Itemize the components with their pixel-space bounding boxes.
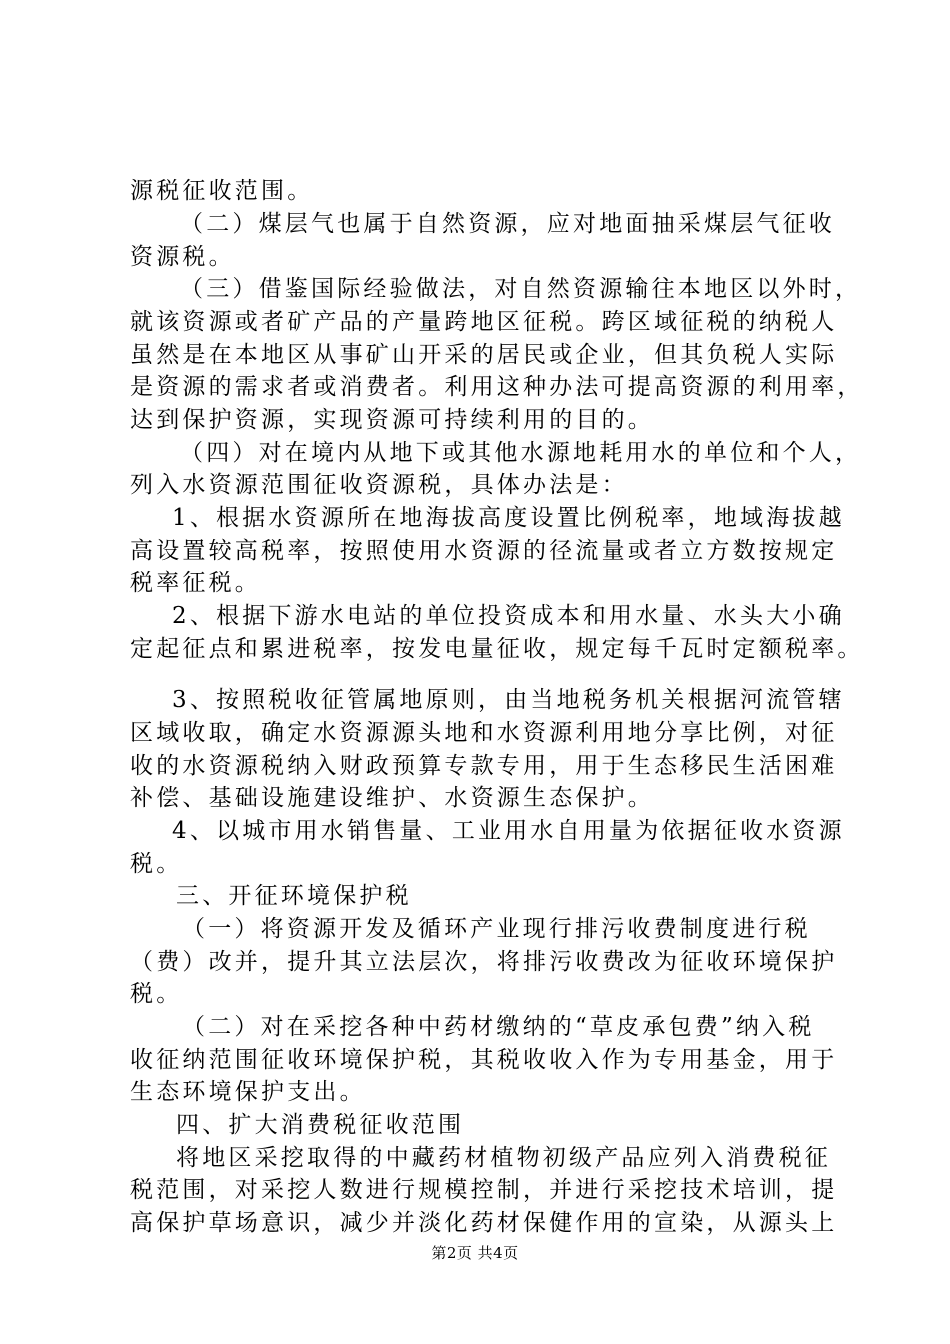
text-line: （费）改并，提升其立法层次，将排污收费改为征收环境保护 — [130, 949, 838, 975]
text-line: 税。 — [130, 851, 183, 877]
text-line: 就该资源或者矿产品的产量跨地区征税。跨区域征税的纳税人 — [130, 309, 838, 335]
text-line: 源税征收范围。 — [130, 178, 314, 204]
text-line: 收的水资源税纳入财政预算专款专用，用于生态移民生活困难 — [130, 753, 838, 779]
text-line: 收征纳范围征收环境保护税，其税收收入作为专用基金，用于 — [130, 1047, 838, 1073]
text-line: 高保护草场意识，减少并淡化药材保健作用的宣染，从源头上 — [130, 1210, 838, 1236]
text-line: （二）对在采挖各种中药材缴纳的“草皮承包费”纳入税 — [182, 1014, 815, 1040]
text-line: （四）对在境内从地下或其他水源地耗用水的单位和个人， — [180, 440, 862, 466]
text-line: 达到保护资源，实现资源可持续利用的目的。 — [130, 407, 654, 433]
text-line: 列入水资源范围征收资源税，具体办法是： — [130, 472, 628, 498]
text-line: 区域收取，确定水资源源头地和水资源利用地分享比例，对征 — [130, 720, 838, 746]
text-line: 虽然是在本地区从事矿山开采的居民或企业，但其负税人实际 — [130, 342, 838, 368]
text-line: 税范围，对采挖人数进行规模控制，并进行采挖技术培训，提 — [130, 1177, 838, 1203]
section-heading: 四、扩大消费税征收范围 — [176, 1112, 465, 1138]
text-line: 补偿、基础设施建设维护、水资源生态保护。 — [130, 785, 654, 811]
section-heading: 三、开征环境保护税 — [176, 883, 412, 909]
text-line: 1、根据水资源所在地海拔高度设置比例税率，地域海拔越 — [172, 505, 845, 531]
text-line: 是资源的需求者或消费者。利用这种办法可提高资源的利用率， — [130, 374, 864, 400]
text-line: 4、以城市用水销售量、工业用水自用量为依据征收水资源 — [172, 818, 845, 844]
text-line: （三）借鉴国际经验做法，对自然资源输往本地区以外时， — [180, 276, 862, 302]
text-line: 高设置较高税率，按照使用水资源的径流量或者立方数按规定 — [130, 538, 838, 564]
text-line: 税。 — [130, 981, 183, 1007]
page-number-footer: 第2页 共4页 — [431, 1244, 519, 1262]
text-line: 将地区采挖取得的中藏药材植物初级产品应列入消费税征 — [176, 1145, 831, 1171]
text-line: 税率征税。 — [130, 570, 261, 596]
text-line: 生态环境保护支出。 — [130, 1079, 366, 1105]
text-line: 3、按照税收征管属地原则，由当地税务机关根据河流管辖 — [172, 687, 845, 713]
text-line: 资源税。 — [130, 244, 235, 270]
text-line: （二）煤层气也属于自然资源，应对地面抽采煤层气征收 — [180, 211, 835, 237]
text-line: 定起征点和累进税率，按发电量征收，规定每千瓦时定额税率。 — [130, 636, 864, 662]
text-line: （一）将资源开发及循环产业现行排污收费制度进行税 — [182, 916, 811, 942]
text-line: 2、根据下游水电站的单位投资成本和用水量、水头大小确 — [172, 603, 845, 629]
